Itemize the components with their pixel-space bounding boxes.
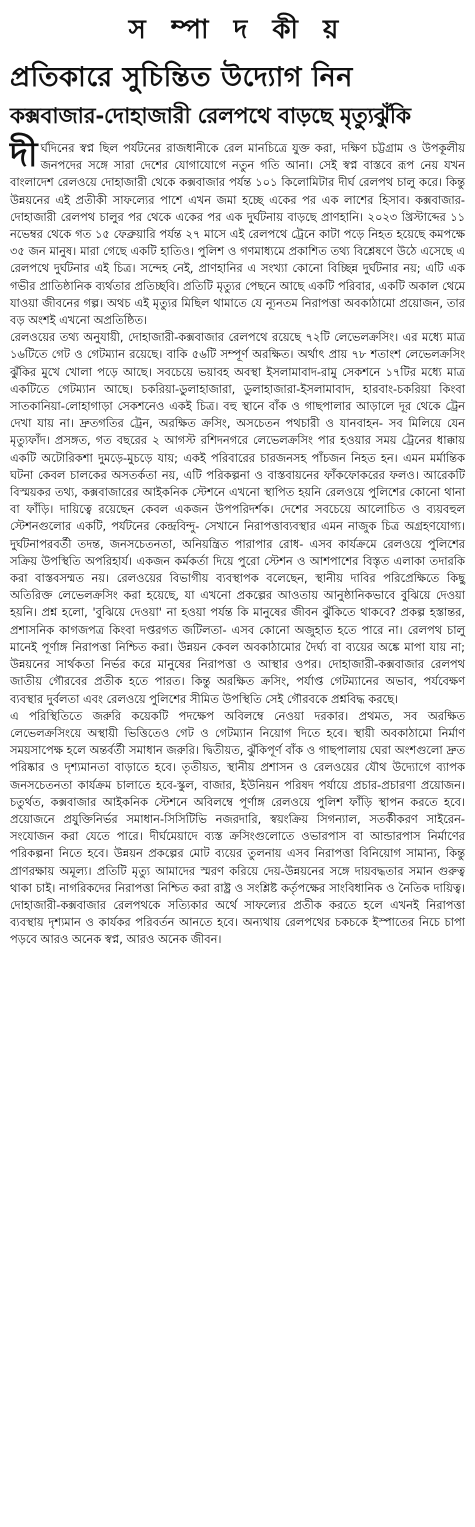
article-paragraph-1 [10,135,465,329]
article-paragraph-2: রেলওয়ের তথ্য অনুযায়ী, দোহাজারী-কক্সবাজার রেলপথে রয়েছে ৭২টি লেভেলক্রসিং। এর মধ্যে মাত্র ১৬টিতে গেট ও গেটম্যান রয়েছে। বাকি ৫৬টি সম্পূর্ণ অরক্ষিত। অর্থাৎ প্রায় ৭৮ শতাংশ লেভেলক্রসিং ঝুঁকির মুখে খোলা পড়ে আছে। সবচেয়ে ভয়াবহ অবস্থা ইসলামাবাদ-রামু সেকশনে ১৭টির মধ্যে মাত্র একটিতে গেটম্যান আছে। চকরিয়া-ডুলাহাজারা, ডুলাহাজারা-ইসলামাবাদ, হারবাং-চকরিয়া কিংবা সাতকানিয়া-লোহাগাড়া সেকশনেও একই চিত্র। বহু স্থানে বাঁক ও গাছপালার আড়ালে দূর থেকে ট্রেন দেখা যায় না। দ্রুতগতির ট্রেন, অরক্ষিত ক্রসিং, অসচেতন পথচারী ও যানবাহন- সব মিলিয়ে যেন মৃত্যুফাঁদ। প্রসঙ্গত, গত বছরের ২ আগস্ট রশিদনগরে লেভেলক্রসিং পার হওয়ার সময় ট্রেনের ধাক্কায় একটি অটোরিকশা দুমড়ে-মুচড়ে যায়; একই পরিবারের চারজনসহ পাঁচজন নিহত হন। এমন মর্মান্তিক ঘটনা কেবল চালকের অসতর্কতা নয়, এটি পরিকল্পনা ও বাস্তবায়নের ফাঁকফোকরের ফলও। আরেকটি বিস্ময়কর তথ্য, কক্সবাজারের আইকনিক স্টেশনে এখনো স্থাপিত হয়নি রেলওয়ে পুলিশের কোনো থানা বা ফাঁড়ি। দায়িত্বে রয়েছেন কেবল একজন উপপরিদর্শক। দেশের সবচেয়ে আলোচিত ও ব্যয়বহুল স্টেশনগুলোর একটি, পর্যটনের কেন্দ্রবিন্দু- সেখানে নিরাপত্তাব্যবস্থার এমন নাজুক চিত্র অগ্রহণযোগ্য। দুর্ঘটনাপরবর্তী তদন্ত, জনসচেতনতা, অনিয়ন্ত্রিত পারাপার রোধ- এসব কার্যক্রমে রেলওয়ে পুলিশের সক্রিয় উপস্থিতি অপরিহার্য। একজন কর্মকর্তা দিয়ে পুরো স্টেশন ও আশপাশের বিস্তৃত এলাকা তদারকি করা বাস্তবসম্মত নয়। রেলওয়ের বিভাগীয় ব্যবস্থাপক বলেছেন, স্থানীয় দাবির পরিপ্রেক্ষিতে কিছু অতিরিক্ত লেভেলক্রসিং করা হয়েছে, যা এখনো প্রকল্পের আওতায় আনুষ্ঠানিকভাবে বুঝিয়ে দেওয়া হয়নি। প্রশ্ন হলো, 'বুঝিয়ে দেওয়া' না হওয়া পর্যন্ত কি মানুষের জীবন ঝুঁকিতে থাকবে? প্রকল্প হস্তান্তর, প্রশাসনিক কাগজপত্র কিংবা দপ্তরগত জটিলতা- এসব কোনো অজুহাত হতে পারে না। রেলপথ চালু মানেই পূর্ণাঙ্গ নিরাপত্তা নিশ্চিত করা। উন্নয়ন কেবল অবকাঠামোর দৈর্ঘ্য বা ব্যয়ের অঙ্কে মাপা যায় না; উন্নয়নের সার্থকতা নির্ভর করে মানুষের নিরাপত্তা ও আস্থার ওপর। দোহাজারী-কক্সবাজার রেলপথ জাতীয় গৌরবের প্রতীক হতে পারত। কিন্তু অরক্ষিত ক্রসিং, পর্যাপ্ত গেটম্যানের অভাব, পর্যবেক্ষণ ব্যবস্থার দুর্বলতা এবং রেলওয়ে পুলিশের সীমিত উপস্থিতি সেই গৌরবকে প্রশ্নবিদ্ধ করছে। [10,330,465,706]
section-label: স ম্পা দ কী য় [128,15,347,45]
article-body [10,135,465,949]
article-paragraph-3: এ পরিস্থিতিতে জরুরি কয়েকটি পদক্ষেপ অবিলম্বে নেওয়া দরকার। প্রথমত, সব অরক্ষিত লেভেলক্রসিংয়ে অস্থায়ী ভিত্তিতেও গেট ও গেটম্যান নিয়োগ দিতে হবে। স্থায়ী অবকাঠামো নির্মাণ সময়সাপেক্ষ হলে অন্তর্বর্তী সমাধান জরুরি। দ্বিতীয়ত, ঝুঁকিপূর্ণ বাঁক ও গাছপালায় ঘেরা অংশগুলো দ্রুত পরিষ্কার ও দৃশ্যমানতা বাড়াতে হবে। তৃতীয়ত, স্থানীয় প্রশাসন ও রেলওয়ের যৌথ উদ্যোগে ব্যাপক জনসচেতনতা কার্যক্রম চালাতে হবে-স্কুল, বাজার, ইউনিয়ন পরিষদ পর্যায়ে প্রচার-প্রচারণা প্রয়োজন। চতুর্থত, কক্সবাজার আইকনিক স্টেশনে অবিলম্বে পূর্ণাঙ্গ রেলওয়ে পুলিশ ফাঁড়ি স্থাপন করতে হবে। প্রয়োজনে প্রযুক্তিনির্ভর সমাধান-সিসিটিভি নজরদারি, স্বয়ংক্রিয় সিগন্যাল, সতর্কীকরণ সাইরেন-সংযোজন করা যেতে পারে। দীর্ঘমেয়াদে ব্যস্ত ক্রসিংগুলোতে ওভারপাস বা আন্ডারপাস নির্মাণের পরিকল্পনা নিতে হবে। উন্নয়ন প্রকল্পের মোট ব্যয়ের তুলনায় এসব নিরাপত্তা বিনিয়োগ সামান্য, কিন্তু প্রাণরক্ষায় অমূল্য। প্রতিটি মৃত্যু আমাদের স্মরণ করিয়ে দেয়-উন্নয়নের সঙ্গে দায়বদ্ধতার সমান গুরুত্ব থাকা চাই। নাগরিকদের নিরাপত্তা নিশ্চিত করা রাষ্ট্র ও সংশ্লিষ্ট কর্তৃপক্ষের সাংবিধানিক ও নৈতিক দায়িত্ব। দোহাজারী-কক্সবাজার রেলপথকে সত্যিকার অর্থে সাফল্যের প্রতীক করতে হলে এখনই নিরাপত্তা ব্যবস্থায় দৃশ্যমান ও কার্যকর পরিবর্তন আনতে হবে। অন্যথায় রেলপথের চকচকে ইস্পাতের নিচে চাপা পড়বে আরও অনেক স্বপ্ন, আরও অনেক জীবন। [10,708,465,947]
subheadline: কক্সবাজার-দোহাজারী রেলপথে বাড়ছে মৃত্যুঝুঁকি [10,104,411,129]
headline: প্রতিকারে সুচিন্তিত উদ্যোগ নিন [10,62,353,93]
paragraph-1-text: র্ঘদিনের স্বপ্ন ছিল পর্যটনের রাজধানীকে রেল মানচিত্রে যুক্ত করা, দক্ষিণ চট্টগ্রাম ও উপকূলীয় জনপদের সঙ্গে সারা দেশের যোগাযোগে নতুন গতি আনা। সেই স্বপ্ন বাস্তবে রূপ নেয় যখন বাংলাদেশ রেলওয়ে দোহাজারী থেকে কক্সবাজার পর্যন্ত ১০১ কিলোমিটার দীর্ঘ রেলপথ চালু করে। কিন্তু উন্নয়নের এই প্রতীকী সাফল্যের পাশে এখন জমা হচ্ছে একের পর এক লাশের হিসাব। কক্সবাজার-দোহাজারী রেলপথ চালুর পর থেকে একের পর এক দুর্ঘটনায় বাড়ছে প্রাণহানি। ২০২৩ খ্রিস্টাব্দের ১১ নভেম্বর থেকে গত ১৫ ফেব্রুয়ারি পর্যন্ত ২৭ মাসে এই রেলপথে ট্রেনে কাটা পড়ে নিহত হয়েছে কমপক্ষে ৩৫ জন মানুষ। মারা গেছে একটি হাতিও। পুলিশ ও গণমাধ্যমে প্রকাশিত তথ্য বিশ্লেষণে উঠে এসেছে এ রেলপথে দুর্ঘটনার এই চিত্র। সন্দেহ নেই, প্রাণহানির এ সংখ্যা কোনো বিচ্ছিন্ন দুর্ঘটনার নয়; এটি এক গভীর প্রাতিষ্ঠানিক ব্যর্থতার প্রতিচ্ছবি। প্রতিটি মৃত্যুর পেছনে আছে একটি পরিবার, একটি অকাল থেমে যাওয়া জীবনের গল্প। অথচ এই মৃত্যুর মিছিল থামাতে যে ন্যূনতম নিরাপত্তা অবকাঠামো প্রয়োজন, তার বড় অংশই এখনো অপ্রতিষ্ঠিত। [10,141,465,328]
drop-cap: দী [10,135,38,175]
